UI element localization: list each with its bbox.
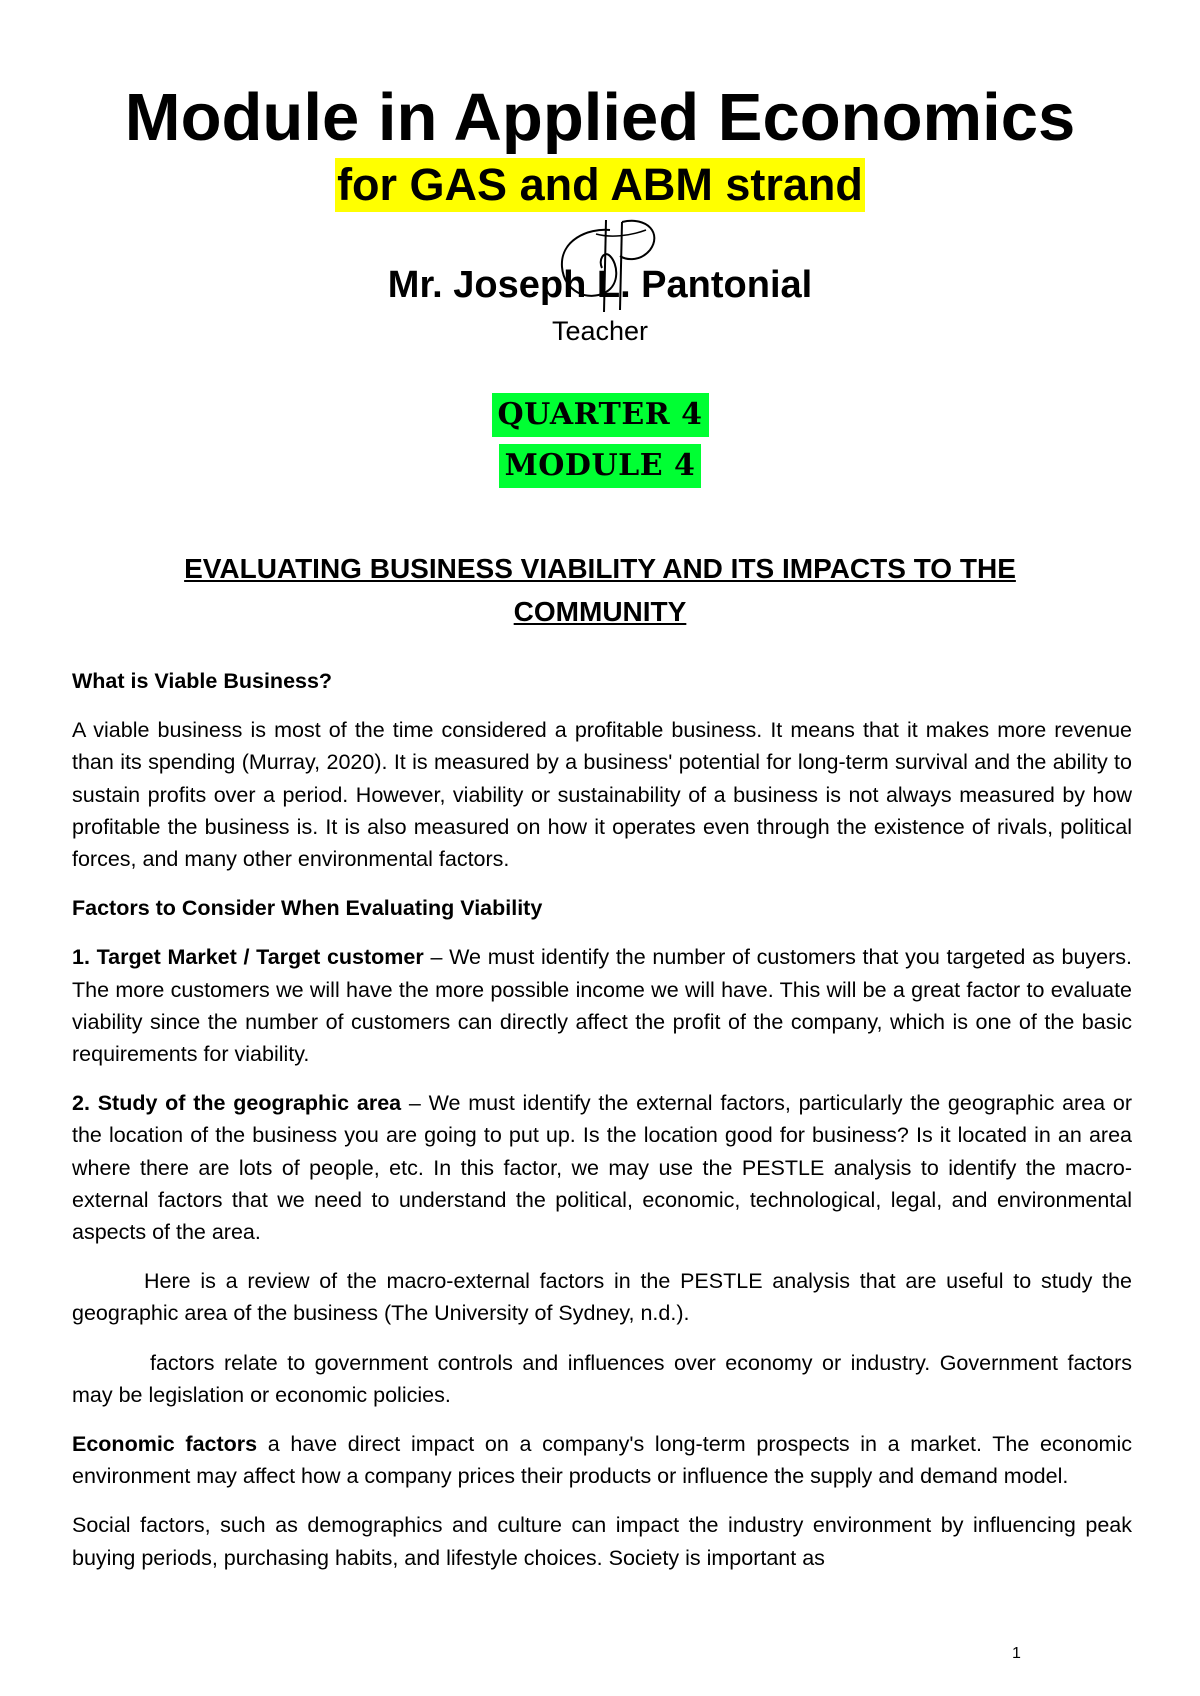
- module-title: Module in Applied Economics: [124, 80, 1076, 155]
- intro-paragraph: A viable business is most of the time considered a profitable business. It means that it makes more revenue than its spending (Murray, 2020). It is measured by a business' potential for long-term survival and the ability to sustain profits over a period. However, viability or sustainability of a business is not always measured by how profitable the business is. It is also measured on how it operates even through the existence of rivals, political forces, and many other environmental factors.: [72, 718, 1132, 872]
- economic-label: Economic factors: [72, 1432, 258, 1457]
- module-label: MODULE 4: [499, 444, 702, 488]
- social-paragraph: Social factors, such as demographics and culture can impact the industry environment by influencing peak buying periods, purchasing habits, and lifestyle choices. Society is important as: [72, 1513, 1132, 1570]
- factor2-label: 2. Study of the geographic area: [72, 1091, 402, 1116]
- module-container: [0, 444, 1200, 488]
- factor1-label: 1. Target Market / Target customer: [72, 945, 424, 970]
- section-heading-line2: COMMUNITY: [513, 596, 687, 627]
- section-heading-line1: EVALUATING BUSINESS VIABILITY AND ITS IMPACTS TO THE: [184, 553, 1016, 584]
- economic-paragraph: [72, 1428, 1132, 1492]
- quarter-label: QUARTER 4: [492, 393, 709, 437]
- section-heading: [100, 547, 1100, 633]
- author-role: Teacher: [551, 316, 649, 346]
- factor1-paragraph: [72, 941, 1132, 1070]
- economic-text: a have direct impact on a company's long-term prospects in a market. The economic environment may affect how a company prices their products or influence the supply and demand model.: [72, 1432, 1132, 1489]
- author-name: Mr. Joseph L. Pantonial: [387, 264, 813, 306]
- factors-heading: Factors to Consider When Evaluating Viability: [72, 896, 543, 921]
- factor2-text: – We must identify the external factors, particularly the geographic area or the location of the business you are going to put up. Is the location good for business? Is it located in an area where there are lots of people, etc. In this factor, we may use the PESTLE analysis to identify the macro-external factors that we need to understand the political, economic, technological, legal, and environmental aspects of the area.: [72, 1091, 1132, 1245]
- factor2-paragraph: [72, 1087, 1132, 1248]
- module-subtitle: for GAS and ABM strand: [337, 159, 863, 210]
- question-heading: What is Viable Business?: [72, 669, 333, 693]
- body-text: [72, 665, 1132, 1591]
- political-paragraph: factors relate to government controls and influences over economy or industry. Government factors may be legislation or economic policies.: [72, 1350, 1132, 1407]
- page-number: 1: [1012, 1645, 1021, 1662]
- quarter-container: [0, 393, 1200, 437]
- subtitle-container: [0, 158, 1200, 212]
- pestle-intro-paragraph: Here is a review of the macro-external factors in the PESTLE analysis that are useful to study the geographic area of the business (The University of Sydney, n.d.).: [72, 1269, 1132, 1326]
- factor1-text: – We must identify the number of customers that you targeted as buyers. The more customers we will have the more possible income we will have. This will be a great factor to evaluate viability since the number of customers can directly affect the profit of the company, which is one of the basic requirements for viability.: [72, 945, 1132, 1067]
